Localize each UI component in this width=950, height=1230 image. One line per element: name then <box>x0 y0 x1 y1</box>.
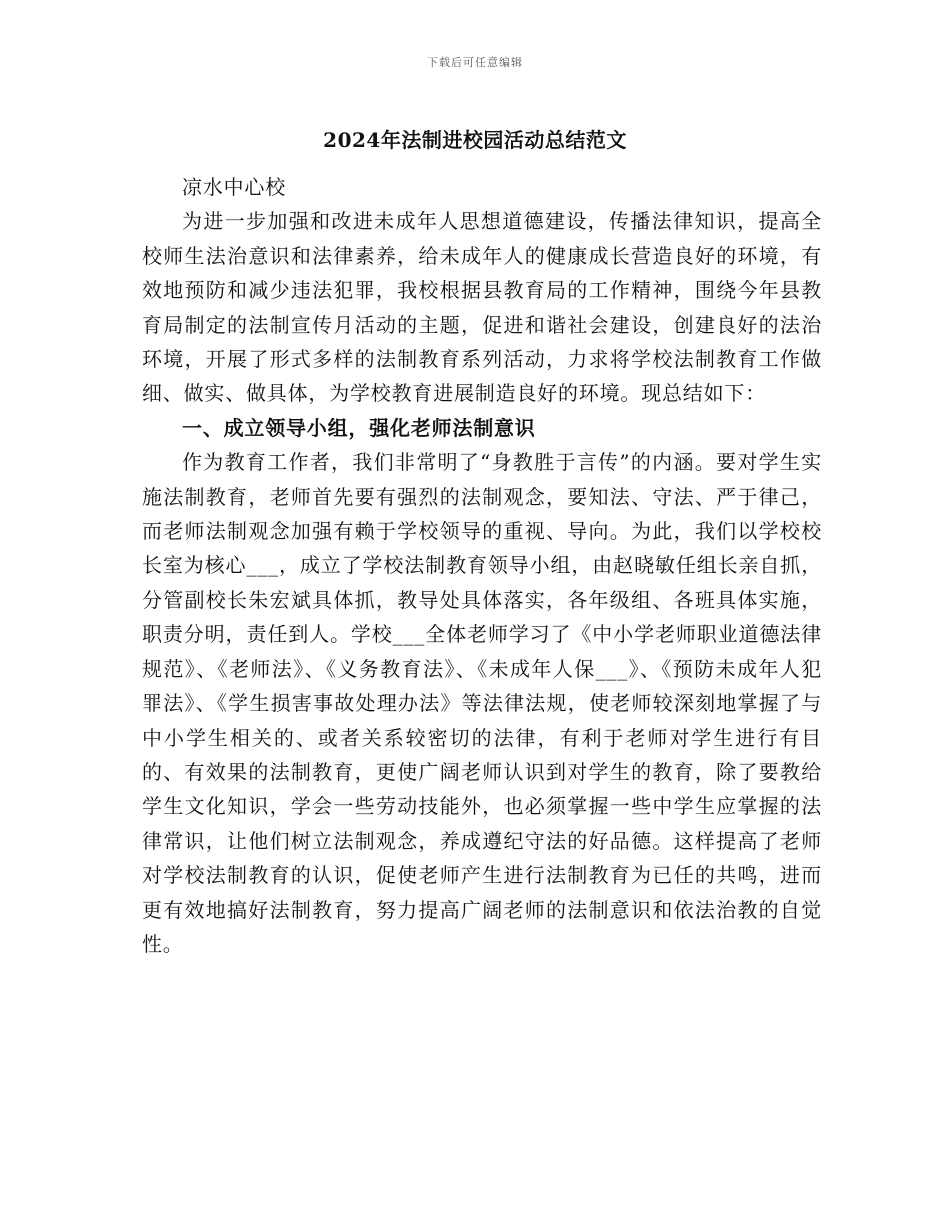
section-heading: 一、成立领导小组，强化老师法制意识 <box>182 415 536 440</box>
section-paragraph: 作为教育工作者，我们非常明了“身教胜于言传”的内涵。要对学生实施法制教育，老师首先要有强烈的法制观念，要知法、守法、严于律己，而老师法制观念加强有赖于学校领导的重视、导向。为此，我们以学校校长室为核心___，成立了学校法制教育领导小组，由赵晓敏任组长亲自抓，分管副校长朱宏斌具体抓，教导处具体落实，各年级组、各班具体实施，职责分明，责任到人。学校___全体老师学习了《中小学老师职业道德法律规范》、《老师法》、《义务教育法》、《未成年人保___》、《预防未成年人犯罪法》、《学生损害事故处理办法》等法律法规，使老师较深刻地掌握了与中小学生相关的、或者关系较密切的法律，有利于老师对学生进行有目的、有效果的法制教育，更使广阔老师认识到对学生的教育，除了要教给学生文化知识，学会一些劳动技能外，也必须掌握一些中学生应掌握的法律常识，让他们树立法制观念，养成遵纪守法的好品德。这样提高了老师对学校法制教育的认识，促使老师产生进行法制教育为已任的共鸣，进而更有效地搞好法制教育，努力提高广阔老师的法制意识和依法治教的自觉性。 <box>142 450 822 956</box>
author-line: 凉水中心校 <box>182 175 286 199</box>
intro-paragraph: 为进一步加强和改进未成年人思想道德建设，传播法律知识，提高全校师生法治意识和法律素养，给未成年人的健康成长营造良好的环境，有效地预防和减少违法犯罪，我校根据县教育局的工作精神，围绕今年县教育局制定的法制宣传月活动的主题，促进和谐社会建设，创建良好的法治环境，开展了形式多样的法制教育系列活动，力求将学校法制教育工作做细、做实、做具体，为学校教育进展制造良好的环境。现总结如下： <box>142 209 822 406</box>
header-note: 下载后可任意编辑 <box>427 56 523 69</box>
document-title: 2024年法制进校园活动总结范文 <box>323 128 627 152</box>
document-body <box>142 170 822 961</box>
